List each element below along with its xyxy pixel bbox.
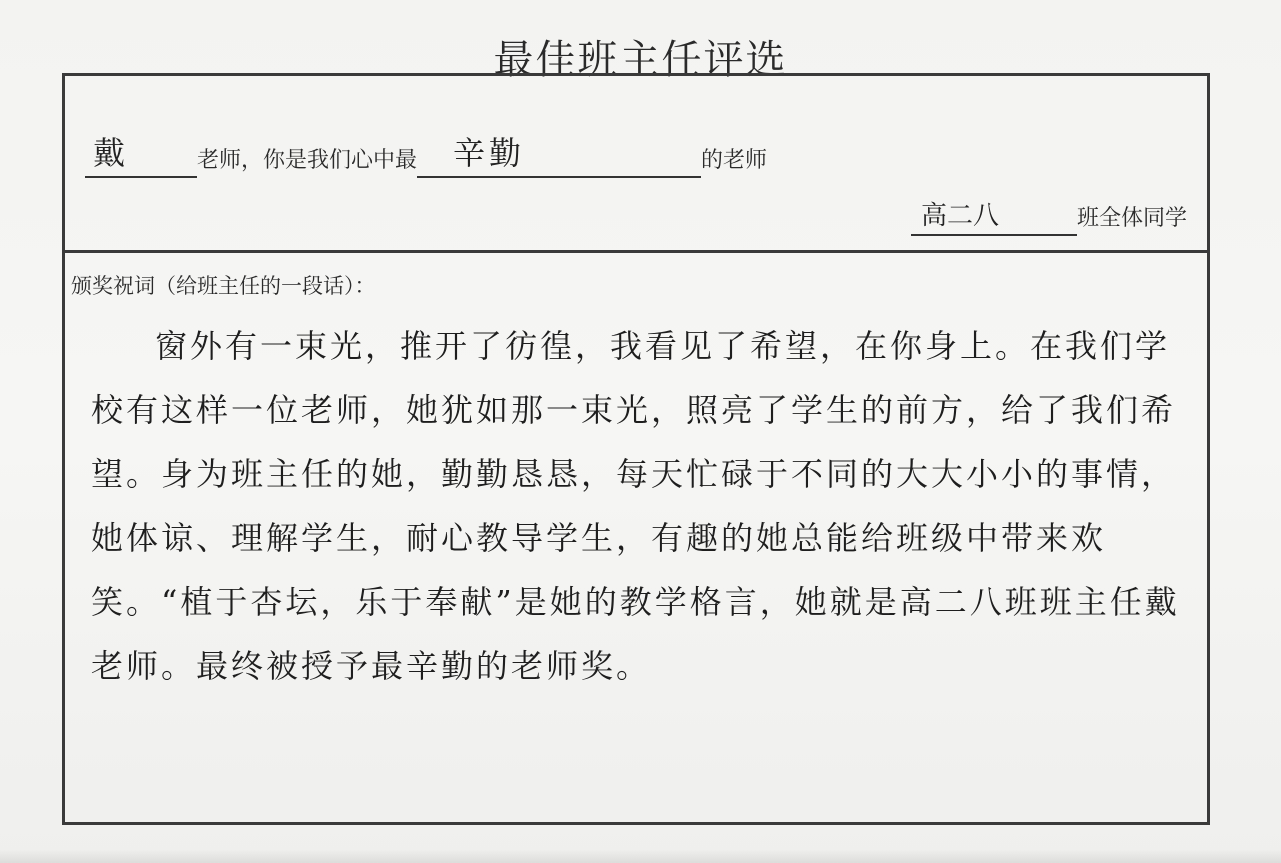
class-name-blank [911, 192, 1077, 236]
section-divider [65, 250, 1207, 253]
teacher-suffix-text: 老师，你是我们心中最 [197, 148, 418, 173]
adjective-suffix-text: 的老师 [701, 148, 768, 173]
form-title: 最佳班主任评选 [493, 37, 788, 83]
dedication-line [85, 128, 767, 178]
adjective-blank [417, 134, 701, 178]
remarks-text: 窗外有一束光，推开了彷徨，我看见了希望，在你身上。在我们学校有这样一位老师，她犹如那一束光，照亮了学生的前方，给了我们希望。身为班主任的她，勤勤恳恳，每天忙碌于不同的大大小小的事情，她体谅、理解学生，耐心教导学生，有趣的她总能给班级中带来欢笑。“植于杏坛，乐于奉献”是她的教学格言，她就是高二八班班主任戴老师。最终被授予最辛勤的老师奖。 [91, 327, 1180, 685]
teacher-surname: 戴 [93, 134, 126, 172]
signature-line [911, 188, 1187, 236]
award-form [62, 73, 1210, 825]
class-name: 高二八 [920, 201, 999, 231]
adjective-value: 辛勤 [453, 134, 526, 172]
remarks-label: 颁奖祝词（给班主任的一段话）： [71, 274, 376, 298]
paper-bottom-shadow [0, 849, 1281, 863]
class-suffix-text: 班全体同学 [1076, 206, 1187, 231]
teacher-surname-blank [85, 134, 197, 178]
